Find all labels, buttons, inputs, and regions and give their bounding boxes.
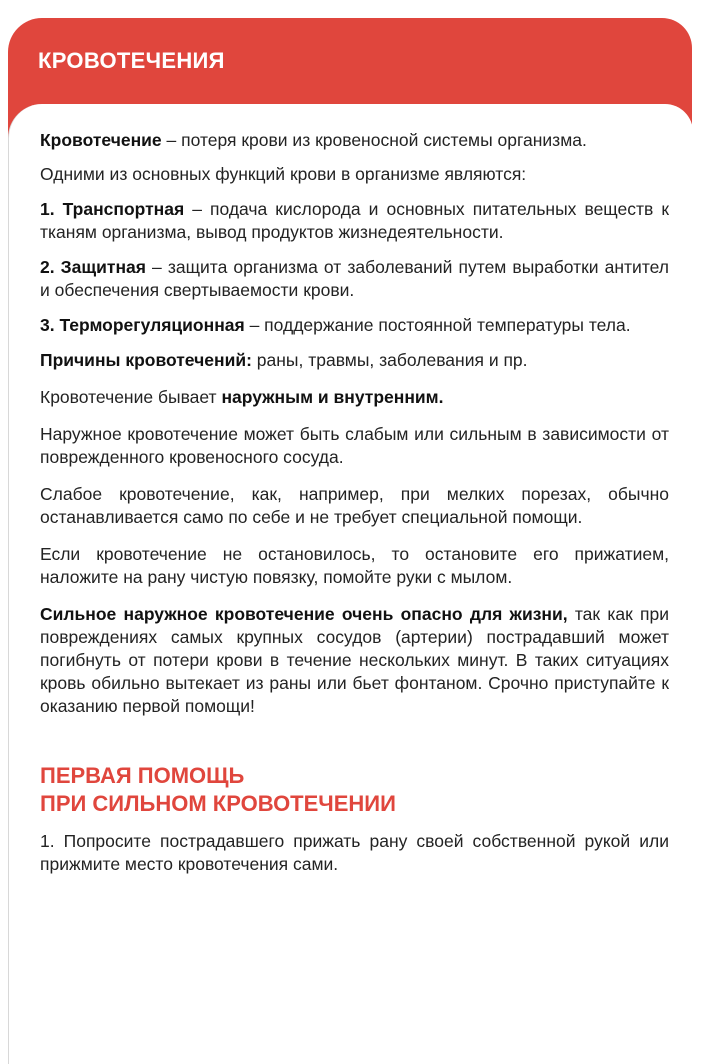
first-aid-step: 1. Попросите пострадавшего прижать рану своей собственной рукой или прижмите место кровотечения сами.: [40, 831, 669, 874]
function-item-thermoregulation: [40, 314, 669, 337]
first-aid-title-line1: ПЕРВАЯ ПОМОЩЬ: [40, 763, 245, 788]
function-text: – подача кислорода и основных питательных веществ к тканям организма, вывод продуктов жизнедеятельности.: [40, 199, 669, 242]
content-panel: [8, 104, 693, 1064]
types-paragraph: [40, 386, 669, 409]
causes-label: Причины кровотечений:: [40, 350, 252, 370]
types-bold: наружным и внутренним.: [221, 387, 444, 407]
first-aid-title-line2: ПРИ СИЛЬНОМ КРОВОТЕЧЕНИИ: [40, 791, 396, 816]
severe-bleeding-paragraph: [40, 603, 669, 718]
first-aid-title: [40, 762, 669, 818]
definition-text: – потеря крови из кровеносной системы организма.: [161, 130, 587, 150]
function-text: – поддержание постоянной температуры тела.: [244, 315, 631, 335]
function-title: 1. Транспортная: [40, 199, 185, 219]
function-item-transport: [40, 198, 669, 244]
function-title: 2. Защитная: [40, 257, 146, 277]
severe-bleeding-text: так как при повреждениях самых крупных сосудов (артерии) пострадавший может погибнуть от потери крови в течение нескольких минут. В таких ситуациях кровь обильно вытекает из раны или бьет фонтаном. Срочно приступайте к оказанию первой помощи!: [40, 604, 669, 716]
weak-bleeding-paragraph: Слабое кровотечение, как, например, при мелких порезах, обычно останавливается само по себе и не требует специальной помощи.: [40, 484, 669, 527]
causes-text: раны, травмы, заболевания и пр.: [251, 350, 528, 370]
stop-bleeding-paragraph: Если кровотечение не остановилось, то остановите его прижатием, наложите на рану чистую повязку, помойте руки с мылом.: [40, 544, 669, 587]
function-item-protective: [40, 256, 669, 302]
external-bleeding-paragraph: Наружное кровотечение может быть слабым или сильным в зависимости от поврежденного кровеносного сосуда.: [40, 424, 669, 467]
bleeding-card: [8, 18, 692, 1058]
functions-intro: Одними из основных функций крови в организме являются:: [40, 164, 527, 184]
article-body: [40, 129, 669, 876]
card-title: КРОВОТЕЧЕНИЯ: [38, 48, 225, 73]
definition-paragraph: [40, 129, 669, 152]
function-text: – защита организма от заболеваний путем выработки антител и обеспечения свертываемости крови.: [40, 257, 670, 300]
types-text: Кровотечение бывает: [40, 387, 222, 407]
function-title: 3. Терморегуляционная: [40, 315, 245, 335]
severe-bleeding-bold: Сильное наружное кровотечение очень опасно для жизни,: [40, 604, 568, 624]
definition-term: Кровотечение: [40, 130, 162, 150]
causes-paragraph: [40, 349, 669, 372]
